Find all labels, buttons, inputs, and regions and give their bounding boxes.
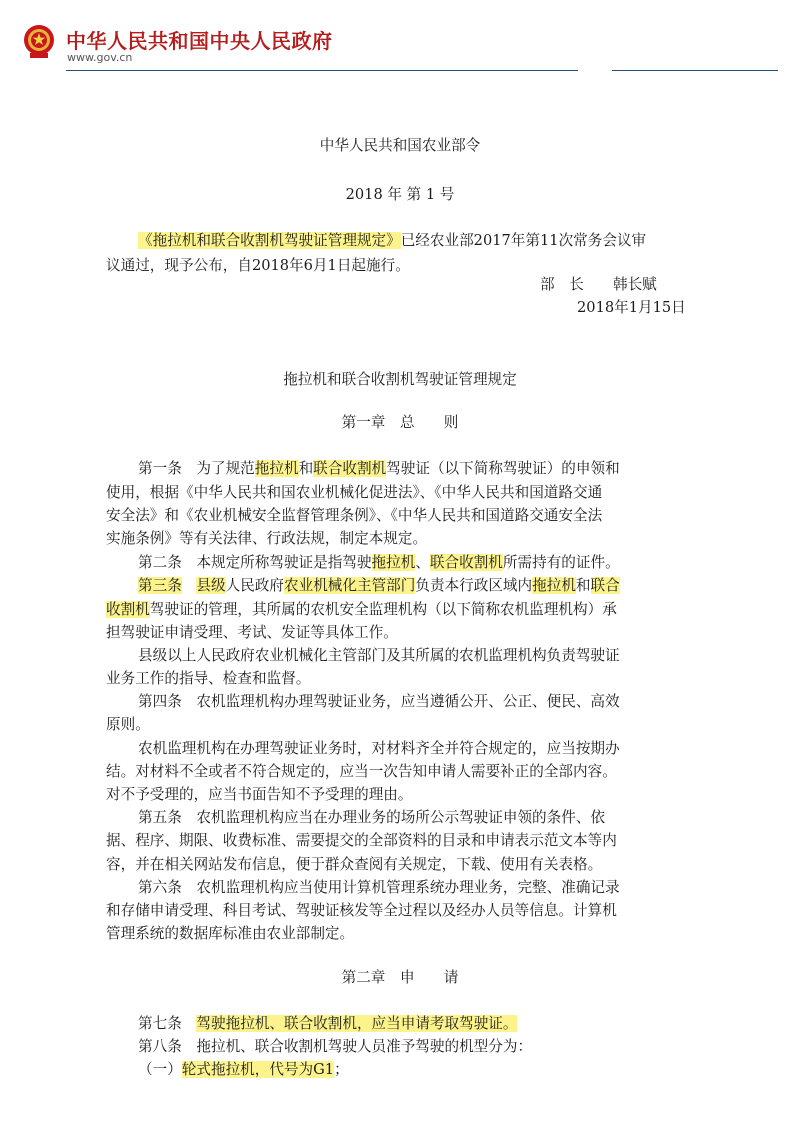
text: 驾驶证的管理，其所属的农机安全监理机构（以下简称农机监理机构）承 <box>149 601 617 618</box>
article-3-para-2-line-2: 业务工作的指导、检查和监督。 <box>106 670 311 687</box>
chapter-2-heading: 第二章 申 请 <box>341 969 459 986</box>
text: 和 <box>575 577 591 594</box>
order-intro-line-2: 议通过，现予公布，自2018年6月1日起施行。 <box>106 257 410 274</box>
header-divider <box>66 70 578 71</box>
article-2 <box>138 551 620 572</box>
regulation-title: 拖拉机和联合收割机驾驶证管理规定 <box>283 371 517 388</box>
order-date: 2018年1月15日 <box>577 299 686 316</box>
text: 和 <box>298 460 314 477</box>
article-1-line-1 <box>138 457 620 478</box>
text: 所需持有的证件。 <box>502 554 620 571</box>
article-1-line-3: 安全法》和《农业机械安全监督管理条例》、《中华人民共和国道路交通安全法 <box>106 507 603 524</box>
article-1-line-4: 实施条例》等有关法律、行政法规，制定本规定。 <box>106 530 428 547</box>
article-3-line-2 <box>106 598 617 619</box>
highlight: 拖拉机 <box>532 577 576 594</box>
article-5-line-2: 据、程序、期限、收费标准、需要提交的全部资料的目录和申请表示范文本等内 <box>106 832 617 849</box>
national-emblem-icon <box>22 24 56 60</box>
article-5-line-1: 第五条 农机监理机构应当在办理业务的场所公示驾驶证申领的条件、依 <box>138 809 606 826</box>
highlight: 拖拉机 <box>254 460 299 477</box>
text: 人民政府 <box>225 577 284 594</box>
order-number: 2018 年 第 1 号 <box>345 186 455 203</box>
order-title: 中华人民共和国农业部令 <box>319 137 481 154</box>
article-6-line-2: 和存储申请受理、科目考试、驾驶证核发等全过程以及经办人员等信息。计算机 <box>106 902 617 919</box>
highlight: 轮式拖拉机，代号为G1 <box>181 1061 335 1078</box>
highlight: 第三条 <box>138 577 182 594</box>
order-intro-line-1 <box>138 229 646 250</box>
highlight: 联合收割机 <box>429 554 503 571</box>
article-label: 第七条 <box>138 1015 182 1032</box>
article-3-line-3: 担驾驶证申请受理、考试、发证等具体工作。 <box>106 624 398 641</box>
article-6-line-1: 第六条 农机监理机构应当使用计算机管理系统办理业务，完整、准确记录 <box>138 879 620 896</box>
text: ； <box>334 1061 349 1078</box>
highlight: 农业机械化主管部门 <box>284 577 416 594</box>
site-name[interactable]: 中华人民共和国中央人民政府 <box>66 29 333 53</box>
article-8: 第八条 拖拉机、联合收割机驾驶人员准予驾驶的机型分为： <box>138 1038 533 1055</box>
article-1-line-2: 使用，根据《中华人民共和国农业机械化促进法》、《中华人民共和国道路交通 <box>106 484 603 501</box>
text: 驾驶证（以下简称驾驶证）的申领和 <box>386 460 620 477</box>
site-header <box>0 0 800 80</box>
article-3-para-2-line-1: 县级以上人民政府农业机械化主管部门及其所属的农机监理机构负责驾驶证 <box>138 647 620 664</box>
article-5-line-3: 容，并在相关网站发布信息，便于群众查阅有关规定，下载、使用有关表格。 <box>106 856 603 873</box>
highlight: 联合 <box>590 577 620 594</box>
text: 、 <box>415 554 430 571</box>
highlight: 拖拉机 <box>371 554 416 571</box>
article-4-line-2: 原则。 <box>106 716 150 733</box>
text: 负责本行政区域内 <box>415 577 533 594</box>
order-intro-text: 已经农业部2017年第11次常务会议审 <box>400 232 647 249</box>
highlight: 县级 <box>196 577 226 594</box>
highlight: 联合收割机 <box>313 460 387 477</box>
article-4-para-2-line-3: 对不予受理的，应当书面告知不予受理的理由。 <box>106 786 413 803</box>
text: 第二条 本规定所称驾驶证是指驾驶 <box>138 554 372 571</box>
article-4-para-2-line-1: 农机监理机构在办理驾驶证业务时，对材料齐全并符合规定的，应当按期办 <box>138 740 620 757</box>
article-4-para-2-line-2: 结。对材料不全或者不符合规定的，应当一次告知申请人需要补正的全部内容。 <box>106 763 617 780</box>
article-8-item-1 <box>138 1058 349 1079</box>
item-label: （一） <box>138 1061 182 1078</box>
highlight: 收割机 <box>106 601 150 618</box>
regulation-name-highlight: 《拖拉机和联合收割机驾驶证管理规定》 <box>138 232 401 249</box>
article-7 <box>138 1012 517 1033</box>
article-3-line-1 <box>138 574 620 595</box>
chapter-1-heading: 第一章 总 则 <box>341 414 459 431</box>
signer: 部 长 韩长赋 <box>540 276 657 293</box>
article-4-line-1: 第四条 农机监理机构办理驾驶证业务，应当遵循公开、公正、便民、高效 <box>138 693 620 710</box>
highlight: 驾驶拖拉机、联合收割机，应当申请考取驾驶证。 <box>196 1015 518 1032</box>
text: 第一条 为了规范 <box>138 460 255 477</box>
article-6-line-3: 管理系统的数据库标准由农业部制定。 <box>106 925 355 942</box>
site-url[interactable]: www.gov.cn <box>67 51 133 64</box>
header-divider-short <box>612 70 778 71</box>
